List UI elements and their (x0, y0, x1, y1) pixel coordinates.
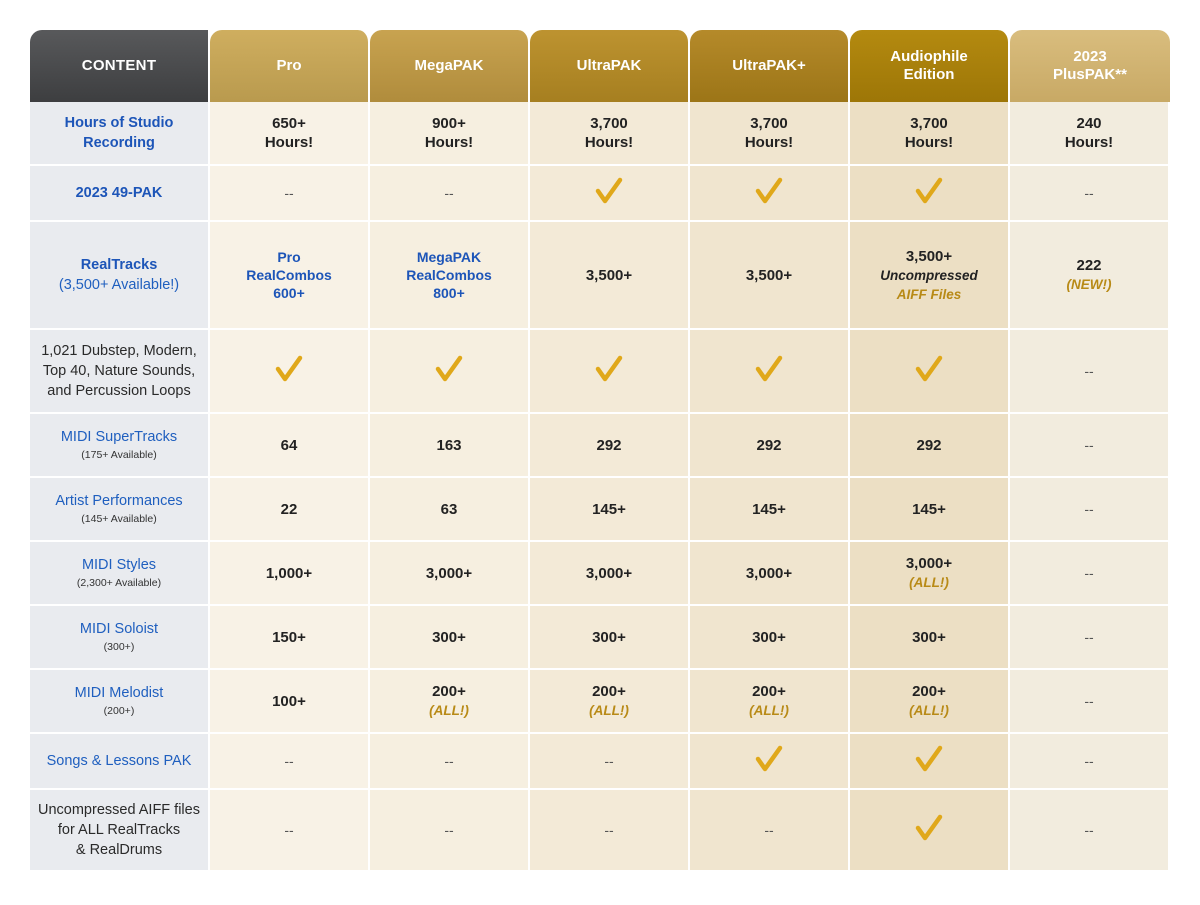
row-hours-label-line1: Hours of Studio (64, 115, 174, 131)
value-line1: 3,700 (910, 115, 948, 132)
row-soloist-sub: (300+) (103, 641, 135, 653)
value-line1: 3,700 (590, 115, 628, 132)
checkmark-icon (914, 813, 944, 843)
dash: -- (444, 821, 454, 838)
value: 163 (436, 436, 462, 454)
row-melodist-ultrapak (530, 670, 690, 734)
value: 100+ (272, 692, 306, 710)
row-artist-pro (210, 478, 370, 542)
row-supertracks-label (30, 414, 210, 478)
header-pluspak-line2: PlusPAK** (1053, 66, 1127, 83)
header-pluspak-line1: 2023 (1073, 48, 1107, 65)
value-line1: 200+ (592, 683, 626, 700)
value-line1: 200+ (752, 683, 786, 700)
row-realtracks-label (30, 222, 210, 330)
row-supertracks-ultrapak (530, 414, 690, 478)
checkmark-icon (914, 176, 944, 206)
dash: -- (1084, 752, 1094, 769)
comparison-table (30, 30, 1170, 872)
row-songs-megapak (370, 734, 530, 790)
checkmark-icon (754, 176, 784, 206)
row-supertracks-pluspak (1010, 414, 1170, 478)
row-realtracks-ultrapak (530, 222, 690, 330)
value: 64 (280, 436, 298, 454)
row-melodist-megapak (370, 670, 530, 734)
row-soloist-ultrapak (530, 606, 690, 670)
row-hours-megapak (370, 102, 530, 166)
row-loops-label-line2: Top 40, Nature Sounds, (42, 363, 196, 379)
row-styles-sub: (2,300+ Available) (76, 577, 162, 589)
row-hours-label-line2: Recording (83, 135, 155, 151)
comparison-table-wrapper (30, 30, 1170, 872)
row-styles (30, 542, 1170, 606)
row-loops-ultrapak (530, 330, 690, 414)
row-loops-megapak (370, 330, 530, 414)
row-styles-pro (210, 542, 370, 606)
row-realtracks-pluspak (1010, 222, 1170, 330)
dash: -- (444, 752, 454, 769)
row-supertracks-sub: (175+ Available) (81, 449, 157, 461)
header-ultrapak (530, 30, 690, 102)
value-line1: Pro (277, 249, 301, 265)
value: 300+ (592, 628, 626, 646)
row-artist-audiophile (850, 478, 1010, 542)
row-49pak-label-text: 2023 49-PAK (75, 185, 163, 201)
row-loops-label (30, 330, 210, 414)
row-hours-ultrapak-plus (690, 102, 850, 166)
row-artist-ultrapak-plus (690, 478, 850, 542)
value: 3,000+ (745, 564, 793, 582)
header-content (30, 30, 210, 102)
row-loops-pluspak (1010, 330, 1170, 414)
checkmark-icon (914, 354, 944, 384)
value-line2: Hours! (904, 134, 954, 151)
row-songs-ultrapak (530, 734, 690, 790)
value: 3,500+ (745, 266, 793, 284)
row-soloist (30, 606, 1170, 670)
row-melodist-pluspak (1010, 670, 1170, 734)
dash: -- (764, 821, 774, 838)
row-artist-sub: (145+ Available) (81, 513, 157, 525)
row-styles-label-text: MIDI Styles (81, 557, 157, 573)
value: 145+ (752, 500, 786, 518)
row-styles-label (30, 542, 210, 606)
checkmark-icon (914, 744, 944, 774)
value-line2: (ALL!) (429, 703, 469, 718)
dash: -- (1084, 436, 1094, 453)
row-artist-label-text: Artist Performances (55, 493, 183, 509)
row-soloist-label-text: MIDI Soloist (79, 621, 159, 637)
row-songs-label (30, 734, 210, 790)
row-aiff (30, 790, 1170, 872)
row-realtracks-pro (210, 222, 370, 330)
value-line1: 3,000+ (905, 555, 953, 572)
row-aiff-pluspak (1010, 790, 1170, 872)
row-49pak-pro (210, 166, 370, 222)
value-line2: Uncompressed (880, 267, 978, 283)
value-line2: RealCombos (406, 267, 492, 283)
value-line2: Hours! (1064, 134, 1114, 151)
row-melodist (30, 670, 1170, 734)
row-realtracks-ultrapak-plus (690, 222, 850, 330)
row-aiff-label-line3: & RealDrums (75, 842, 163, 858)
row-supertracks-ultrapak-plus (690, 414, 850, 478)
dash: -- (284, 752, 294, 769)
row-aiff-label (30, 790, 210, 872)
row-hours (30, 102, 1170, 166)
dash: -- (1084, 692, 1094, 709)
row-supertracks-label-text: MIDI SuperTracks (60, 429, 178, 445)
dash: -- (1084, 628, 1094, 645)
row-aiff-pro (210, 790, 370, 872)
dash: -- (1084, 362, 1094, 379)
row-loops-audiophile (850, 330, 1010, 414)
dash: -- (284, 821, 294, 838)
row-supertracks-megapak (370, 414, 530, 478)
value-line2: (ALL!) (749, 703, 789, 718)
checkmark-icon (594, 354, 624, 384)
header-row (30, 30, 1170, 102)
value: 22 (280, 500, 298, 518)
value-line1: 3,500+ (905, 247, 953, 265)
row-aiff-audiophile (850, 790, 1010, 872)
row-melodist-audiophile (850, 670, 1010, 734)
value: 292 (756, 436, 782, 454)
row-artist-ultrapak (530, 478, 690, 542)
header-ultrapak-plus (690, 30, 850, 102)
value-line3: 600+ (273, 285, 305, 301)
row-soloist-label (30, 606, 210, 670)
value: 3,000+ (425, 564, 473, 582)
row-loops (30, 330, 1170, 414)
checkmark-icon (754, 354, 784, 384)
row-artist-megapak (370, 478, 530, 542)
row-aiff-label-line2: for ALL RealTracks (57, 822, 181, 838)
value-line2: (NEW!) (1066, 277, 1112, 292)
header-content-label: CONTENT (81, 57, 157, 74)
header-audiophile-line2: Edition (903, 66, 955, 83)
header-ultrapak-label: UltraPAK (576, 57, 642, 74)
row-soloist-ultrapak-plus (690, 606, 850, 670)
checkmark-icon (274, 354, 304, 384)
value: 1,000+ (265, 564, 313, 582)
dash: -- (284, 184, 294, 201)
row-hours-label (30, 102, 210, 166)
row-songs-pluspak (1010, 734, 1170, 790)
header-pro (210, 30, 370, 102)
row-49pak-megapak (370, 166, 530, 222)
value-line3: AIFF Files (896, 286, 962, 302)
row-aiff-ultrapak (530, 790, 690, 872)
value-line1: 900+ (432, 115, 466, 132)
row-supertracks-audiophile (850, 414, 1010, 478)
row-styles-audiophile (850, 542, 1010, 606)
row-melodist-ultrapak-plus (690, 670, 850, 734)
checkmark-icon (594, 176, 624, 206)
header-audiophile (850, 30, 1010, 102)
row-realtracks-label-line2: (3,500+ Available!) (58, 277, 180, 293)
row-artist-pluspak (1010, 478, 1170, 542)
value-line2: Hours! (744, 134, 794, 151)
header-megapak-label: MegaPAK (414, 57, 484, 74)
dash: -- (1084, 184, 1094, 201)
row-49pak-ultrapak-plus (690, 166, 850, 222)
dash: -- (444, 184, 454, 201)
value-line3: 800+ (433, 285, 465, 301)
value-line2: (ALL!) (909, 575, 949, 590)
row-supertracks (30, 414, 1170, 478)
row-realtracks-megapak (370, 222, 530, 330)
value-line1: 240 (1076, 115, 1102, 132)
value-line1: 200+ (432, 683, 466, 700)
value-line2: Hours! (424, 134, 474, 151)
row-49pak-pluspak (1010, 166, 1170, 222)
value: 150+ (272, 628, 306, 646)
row-hours-pro (210, 102, 370, 166)
row-aiff-megapak (370, 790, 530, 872)
row-styles-pluspak (1010, 542, 1170, 606)
row-hours-audiophile (850, 102, 1010, 166)
dash: -- (1084, 821, 1094, 838)
value: 145+ (912, 500, 946, 518)
row-artist-label (30, 478, 210, 542)
row-styles-ultrapak-plus (690, 542, 850, 606)
value: 300+ (752, 628, 786, 646)
row-melodist-label-text: MIDI Melodist (74, 685, 164, 701)
dash: -- (1084, 500, 1094, 517)
row-songs-audiophile (850, 734, 1010, 790)
row-aiff-ultrapak-plus (690, 790, 850, 872)
row-hours-pluspak (1010, 102, 1170, 166)
row-loops-label-line1: 1,021 Dubstep, Modern, (41, 343, 197, 359)
row-melodist-sub: (200+) (103, 705, 135, 717)
value-line1: 200+ (912, 683, 946, 700)
value-line1: 3,700 (750, 115, 788, 132)
row-49pak (30, 166, 1170, 222)
header-pluspak (1010, 30, 1170, 102)
row-loops-label-line3: and Percussion Loops (47, 383, 191, 399)
row-styles-megapak (370, 542, 530, 606)
row-songs (30, 734, 1170, 790)
header-ultrapak-plus-label: UltraPAK+ (732, 57, 806, 74)
row-melodist-label (30, 670, 210, 734)
row-songs-pro (210, 734, 370, 790)
header-audiophile-line1: Audiophile (890, 48, 968, 65)
checkmark-icon (754, 744, 784, 774)
value-line2: Hours! (584, 134, 634, 151)
row-melodist-pro (210, 670, 370, 734)
value-line1: 222 (1076, 257, 1102, 274)
value: 300+ (432, 628, 466, 646)
value-line2: (ALL!) (589, 703, 629, 718)
value: 300+ (912, 628, 946, 646)
value: 63 (440, 500, 458, 518)
dash: -- (1084, 564, 1094, 581)
row-hours-ultrapak (530, 102, 690, 166)
value: 292 (916, 436, 942, 454)
row-loops-pro (210, 330, 370, 414)
header-pro-label: Pro (276, 57, 302, 74)
row-realtracks-label-line1: RealTracks (80, 257, 158, 273)
row-soloist-pro (210, 606, 370, 670)
row-49pak-ultrapak (530, 166, 690, 222)
value: 292 (596, 436, 622, 454)
row-aiff-label-line1: Uncompressed AIFF files (38, 802, 200, 818)
row-soloist-pluspak (1010, 606, 1170, 670)
row-supertracks-pro (210, 414, 370, 478)
value: 145+ (592, 500, 626, 518)
row-songs-label-text: Songs & Lessons PAK (46, 753, 192, 769)
row-realtracks (30, 222, 1170, 330)
row-49pak-audiophile (850, 166, 1010, 222)
value: 3,500+ (585, 266, 633, 284)
row-styles-ultrapak (530, 542, 690, 606)
checkmark-icon (434, 354, 464, 384)
value: 3,000+ (585, 564, 633, 582)
dash: -- (604, 752, 614, 769)
row-realtracks-audiophile (850, 222, 1010, 330)
row-49pak-label (30, 166, 210, 222)
value-line1: 650+ (272, 115, 306, 132)
value-line2: Hours! (264, 134, 314, 151)
dash: -- (604, 821, 614, 838)
value-line1: MegaPAK (416, 249, 482, 265)
value-line2: RealCombos (246, 267, 332, 283)
row-songs-ultrapak-plus (690, 734, 850, 790)
value-line2: (ALL!) (909, 703, 949, 718)
row-soloist-audiophile (850, 606, 1010, 670)
header-megapak (370, 30, 530, 102)
row-artist (30, 478, 1170, 542)
row-loops-ultrapak-plus (690, 330, 850, 414)
row-soloist-megapak (370, 606, 530, 670)
